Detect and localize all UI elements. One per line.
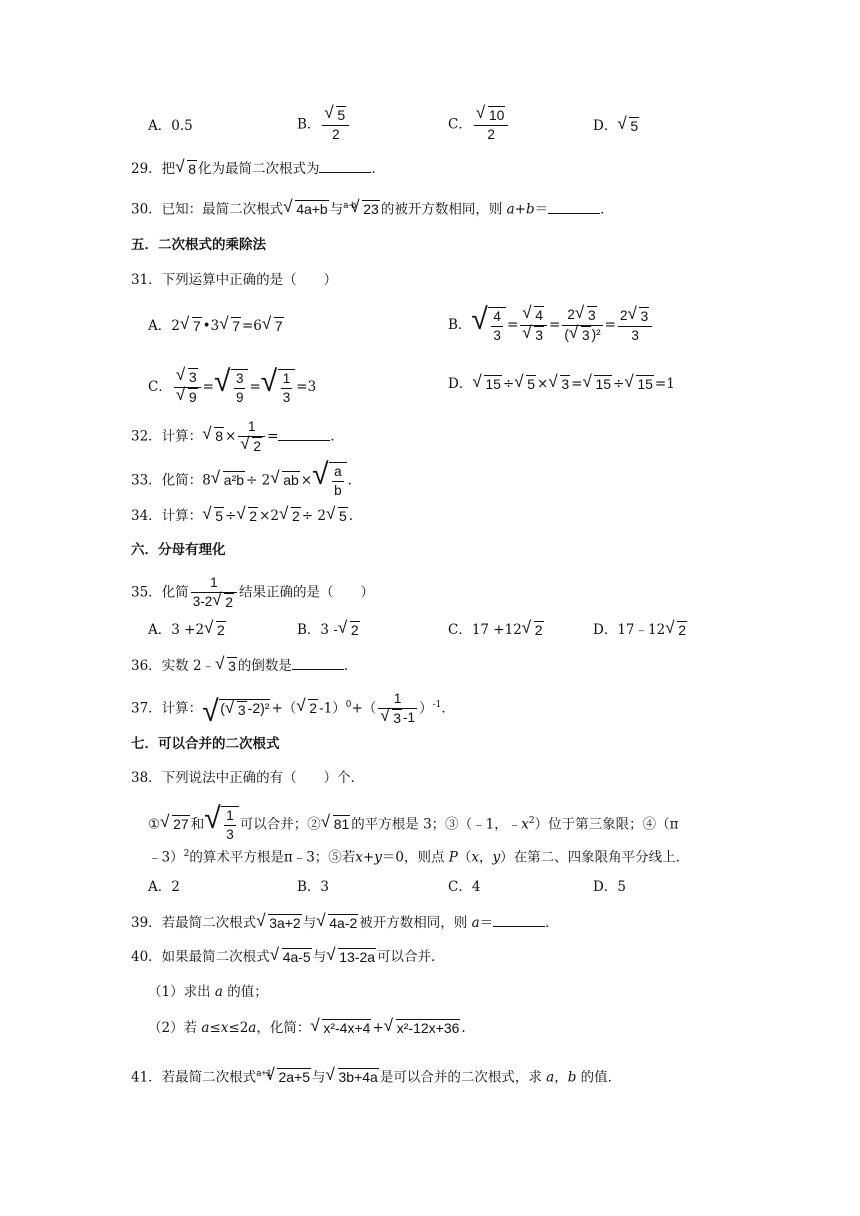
section-6-heading: 六．分母有理化 (131, 542, 226, 558)
q35-option-d: D．17﹣12√ 2 (593, 620, 688, 641)
q35-option-b: B．3 -√ 2 (297, 620, 361, 641)
q38-option-d: D．5 (593, 879, 626, 895)
q38-option-b: B．3 (297, 879, 330, 895)
question-40-part-1: （1）求出 a 的值； (148, 984, 268, 1000)
answer-blank[interactable] (292, 655, 344, 670)
question-30: 30．已知：最简二次根式√ 4a+b 与$^{a-b}$√ 23 的被开方数相同，则 a+b＝ ． (131, 195, 860, 220)
question-39: 39．若最简二次根式√ 3a+2 与√ 4a-2 被开方数相同，则 a＝ ． (131, 912, 860, 934)
question-31: 31．下列运算中正确的是（ ） (131, 272, 338, 288)
question-38-statements-line2: ﹣3）$^2$的算术平方根是π﹣3；⑤若x+y＝0，则点 P（x，y）在第二、四象限角平分线上． (148, 849, 690, 866)
q31-option-d: D．√ 15 ÷√ 5 ×√ 3 =√ 15 ÷√ 15 =1 (448, 374, 675, 395)
answer-blank[interactable] (493, 912, 545, 927)
q28-option-a: A．0.5 (148, 118, 193, 134)
question-36: 36．实数 2﹣√ 3 的倒数是 ． (131, 655, 860, 677)
question-35: 35．化简 $\frac{1}{3-2√ 2}$ 结果正确的是（ ） (131, 574, 860, 612)
q28-option-c: C． √ $\frac{10}{2}$ (448, 106, 510, 144)
question-40-part-2: （2）若 a≤x≤2a，化简：√ x²-4x+4 +√ x²-12x+36 . (148, 1018, 860, 1039)
section-7-heading: 七．可以合并的二次根式 (131, 736, 280, 752)
question-38-statements-line1: ①√ 27 和 √ $\frac{1}{3}$ 可以合并；②√ 81 的平方根是 3；③（﹣1，$﹣x^2$）位于第三象限；④（π (148, 806, 860, 844)
question-29: 29．把√ 8 化为最简二次根式为 ． (131, 158, 860, 180)
q35-option-a: A．3 +2√ 2 (148, 620, 227, 641)
q28-option-d: D．√ 5 (593, 116, 640, 137)
question-40: 40．如果最简二次根式√ 4a-5 与√ 13-2a 可以合并． (131, 947, 860, 968)
answer-blank[interactable] (278, 426, 330, 441)
q31-option-a: A．2√ 7 •3√ 7 =6√ 7 (148, 316, 285, 337)
question-34: 34．计算：√ 5 ÷√ 2 ×2√ 2 ÷ 2√ 5 . (131, 506, 860, 527)
question-38: 38．下列说法中正确的有（ ）个． (131, 770, 365, 786)
question-32: 32．计算：√ 8 × 1 √ 2 = ． (131, 418, 860, 456)
q28-option-b: B． √ $\frac{5}{2}$ (297, 106, 351, 144)
q31-option-c: C． √ 3 √ 9 = √ $\frac{3}{9}$ = √ $\frac{1}{3}$ =3 (148, 368, 316, 407)
q38-option-a: A．2 (148, 879, 180, 895)
answer-blank[interactable] (548, 199, 600, 214)
q35-option-c: C．17 +12√ 2 (448, 620, 545, 641)
answer-blank[interactable] (319, 158, 371, 173)
question-33: 33．化简：8√ a²b ÷ 2√ ab × √ $\frac{a}{b}$ . (131, 462, 860, 500)
question-41: 41．若最简二次根式$^{a+1}$√ 2a+5 与√ 3b+4a 是可以合并的二次根式，求 a，b 的值． (131, 1063, 860, 1088)
q31-option-b: B． √ $\frac{4}{3}$ = √ 4 √ 3 = $\frac{2√ 3}{\text{(√ 3 )²}}$ = $\frac{2√ 3}{3}$ (448, 306, 654, 345)
q38-option-c: C．4 (448, 879, 481, 895)
section-5-heading: 五．二次根式的乘除法 (131, 237, 266, 253)
question-37: 37．计算：√ (√ 3 -2)² +（√ 2 -1）$^0$+（ 1 √ 3 -1 ）$^{-1}$． (131, 690, 860, 728)
